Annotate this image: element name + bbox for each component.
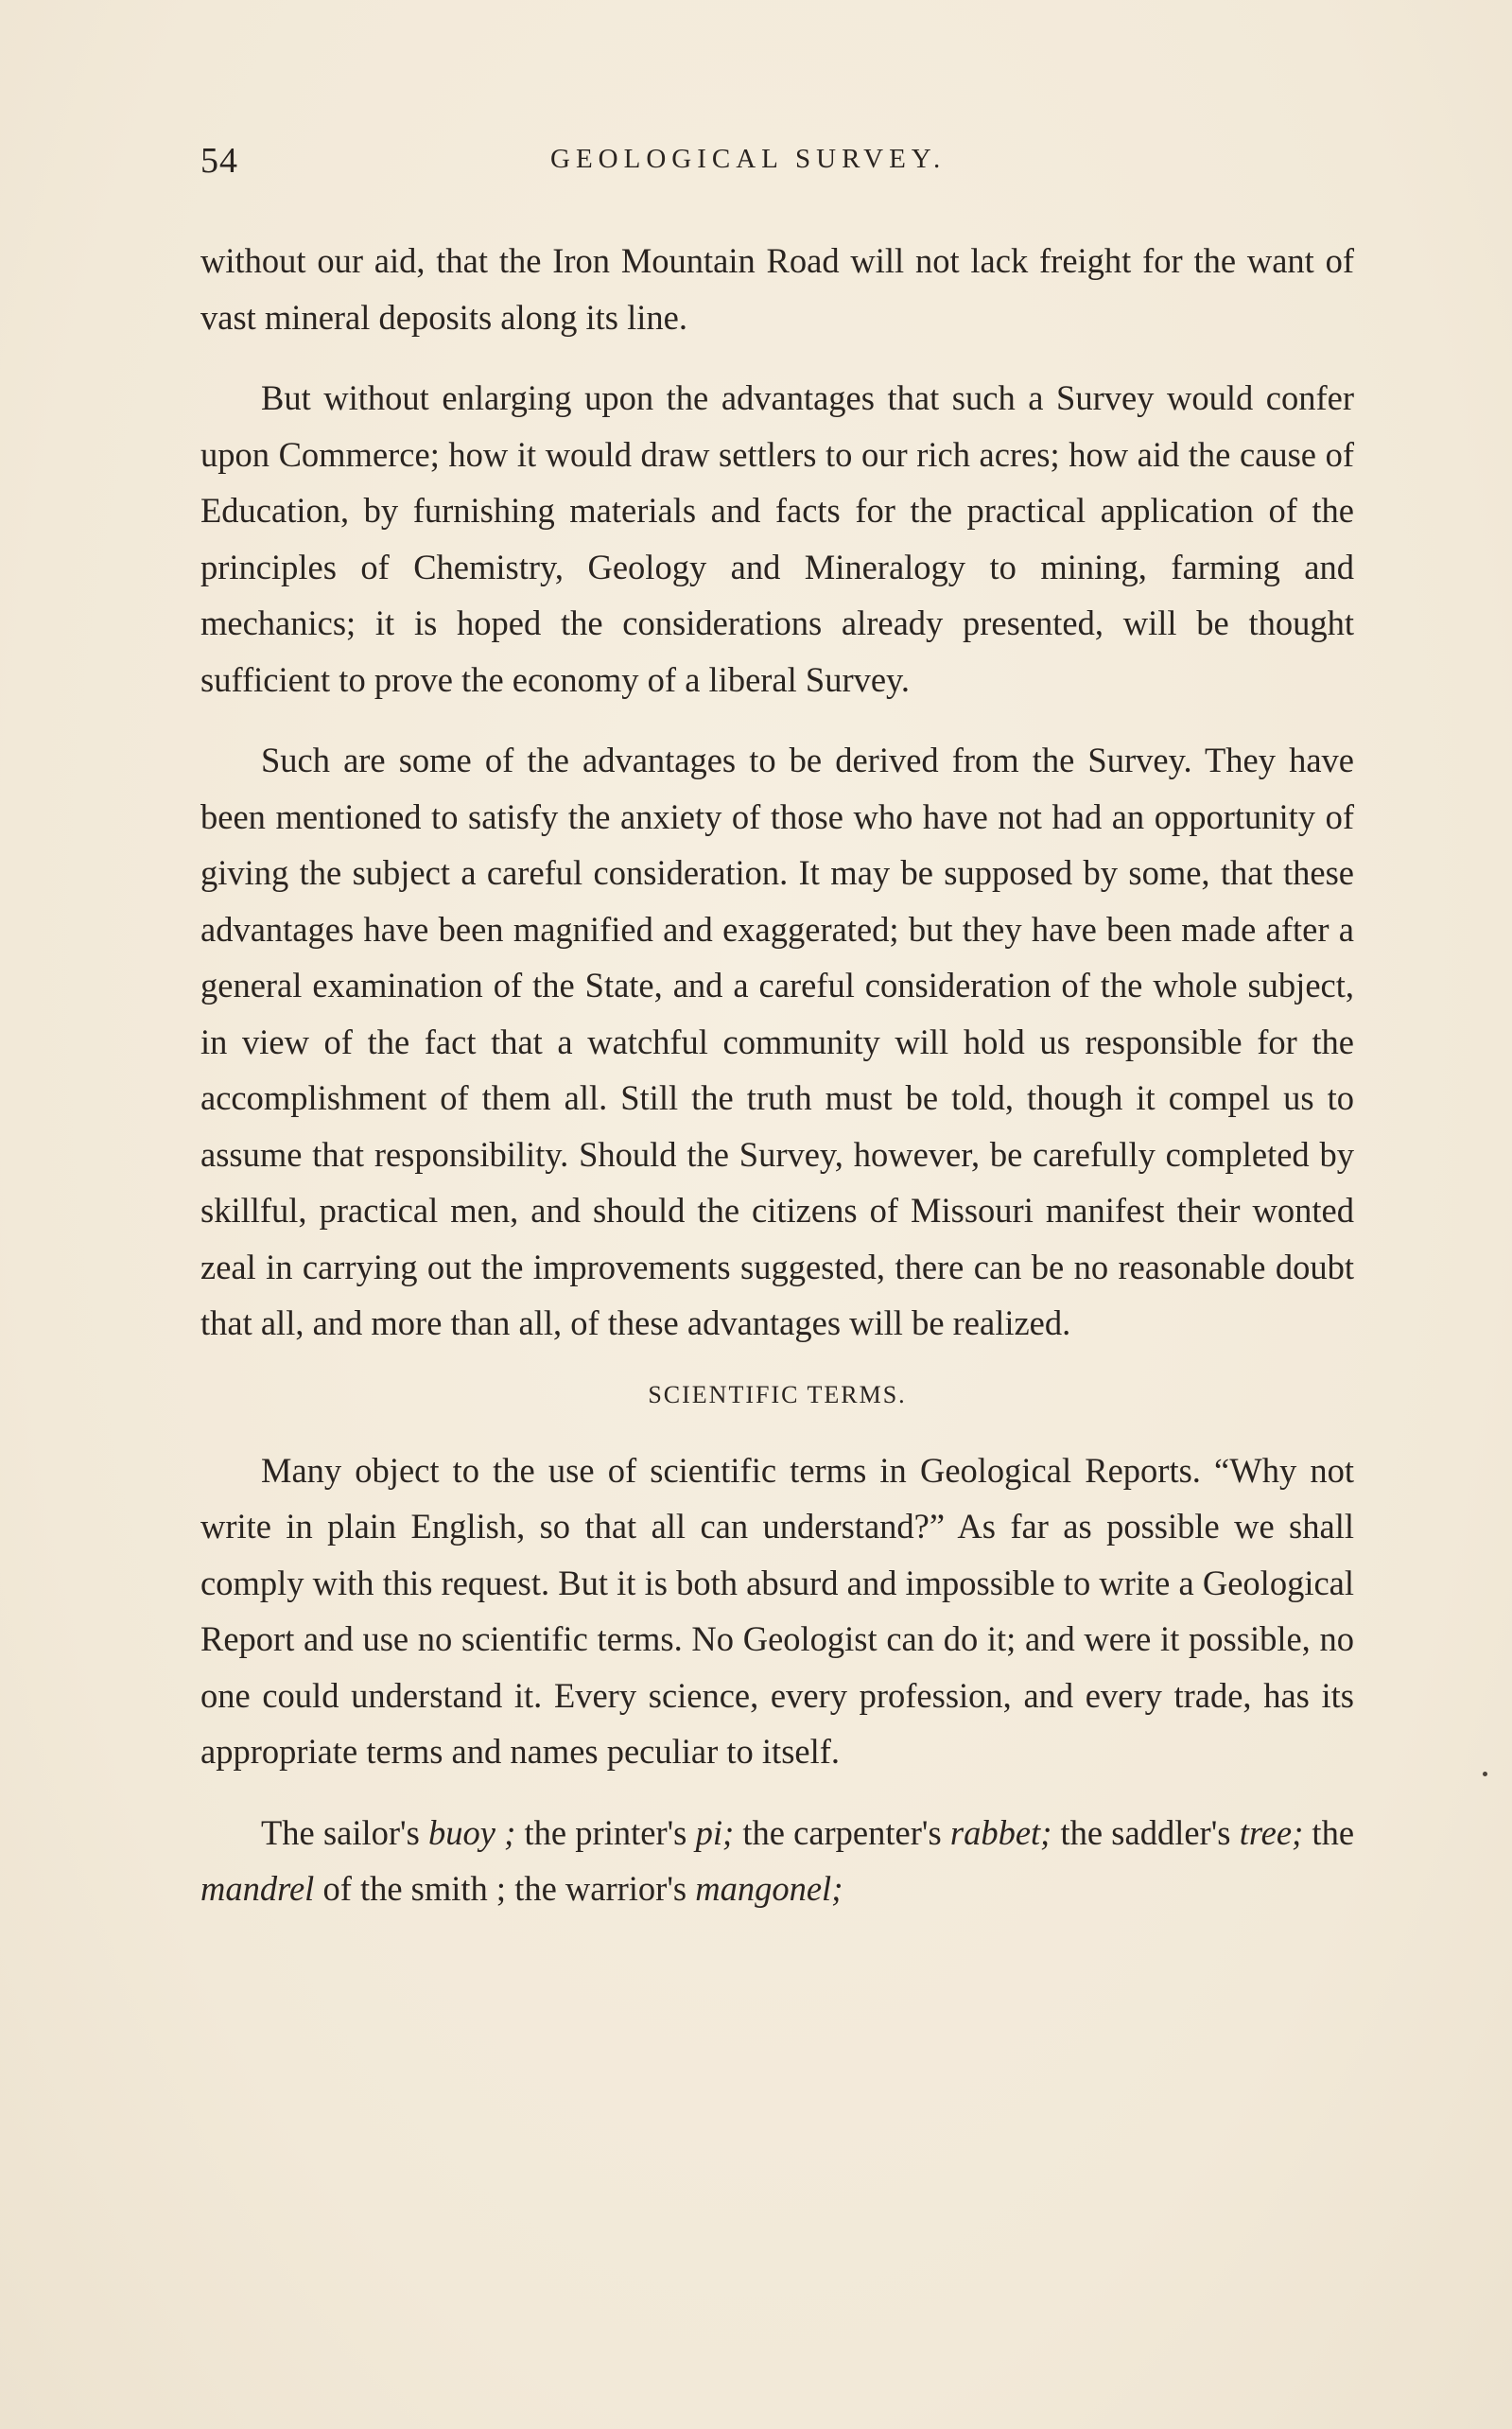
text-run: The sailor's [261,1812,429,1852]
paragraph-trade-terms [200,1805,1354,1917]
text-run: the saddler's [1051,1812,1240,1852]
italic-term: rabbet; [949,1812,1052,1852]
italic-term: buoy ; [428,1812,516,1852]
text-run: the [1303,1812,1355,1852]
page-number: 54 [200,141,238,181]
ink-speck [1483,1772,1487,1776]
running-head: GEOLOGICAL SURVEY. [550,144,947,174]
paragraph-advantages-commerce: But without enlarging upon the advantages that such a Survey would confer upon Commerce; how it would draw settlers to our rich acres; how aid the cause of Education, by furnishing materials and facts for the practical application of the principles of Chemistry, Geology and Mineralogy to mining, farming and mechanics; it is hoped the considerations already presented, will be thought sufficient to prove the economy of a liberal Survey. [200,378,1354,699]
paragraph-scientific-terms: Many object to the use of scientific terms in Geological Reports. “Why not write in plain English, so that all can understand?” As far as possible we shall comply with this request. But it is both absurd and impossible to write a Geological Report and use no scientific terms. No Geologist can do it; and were it possible, no one could understand it. Every science, every profession, and every trade, has its appropriate terms and names peculiar to itself. [200,1450,1354,1771]
text-run: of the smith ; the warrior's [314,1869,696,1908]
italic-term: mandrel [200,1869,315,1908]
body-text [200,233,1354,1942]
italic-term: pi; [695,1812,735,1852]
text-run: the printer's [515,1812,696,1852]
italic-term: tree; [1239,1812,1304,1852]
paragraph-advantages-summary: Such are some of the advantages to be derived from the Survey. They have been mentioned to satisfy the anxiety of those who have not had an opportunity of giving the subject a careful consideration. It may be supposed by some, that these advantages have been magnified and exaggerated; but they have been made after a general examination of the State, and a careful consideration of the whole subject, in view of the fact that a watchful community will hold us responsible for the accomplishment of them all. Still the truth must be told, though it compel us to assume that responsibility. Should the Survey, however, be carefully completed by skillful, practical men, and should the citizens of Missouri manifest their wonted zeal in carrying out the improvements suggested, there can be no reasonable doubt that all, and more than all, of these advantages will be realized. [200,741,1354,1342]
page-header [200,140,1354,197]
paragraph-continued: without our aid, that the Iron Mountain Road will not lack freight for the want of vast mineral deposits along its line. [200,241,1354,337]
section-heading: SCIENTIFIC TERMS. [648,1380,907,1408]
text-run: the carpenter's [734,1812,950,1852]
italic-term: mangonel; [695,1869,843,1908]
